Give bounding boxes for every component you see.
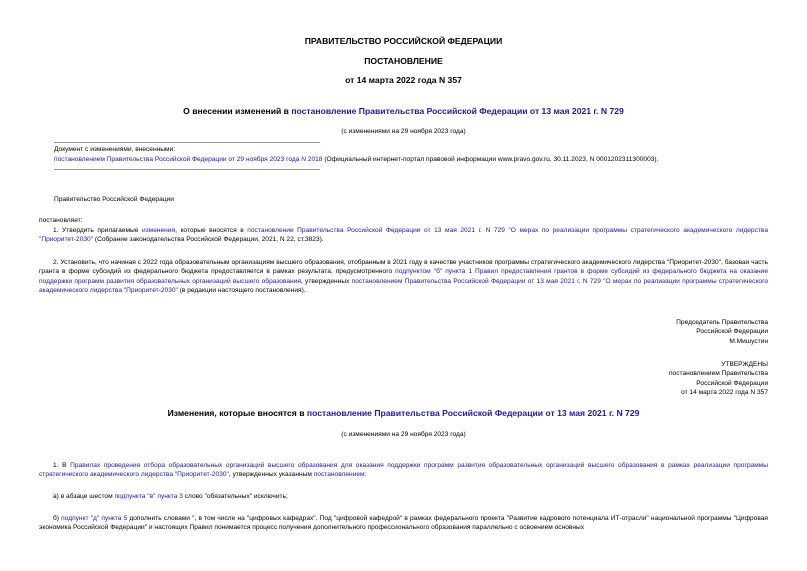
item-a-text-a: а) в абзаце шестом bbox=[53, 493, 115, 500]
signature-name: М.Мишустин bbox=[729, 337, 768, 345]
p2-text-b: , утвержденных bbox=[300, 277, 352, 285]
changes-title bbox=[0, 408, 807, 419]
paragraph-2 bbox=[39, 258, 768, 296]
p2-link-subparagraph[interactable]: подпунктом "б" пункта 1 Правил предоставления грантов в форме субсидий из федерального бюджета на оказание поддержки программ развития образовательных организаций высшего образования bbox=[39, 268, 768, 285]
amendments-top-rule bbox=[54, 142, 320, 143]
amendment-suffix: (Официальный интернет-портал правовой информации www.pravo.gov.ru, 30.11.2023, N 0001202311300003). bbox=[322, 156, 659, 163]
item-a-text-b: слово "обязательных" исключить; bbox=[182, 493, 288, 500]
amendments-label: Документ с изменениями, внесенными: bbox=[54, 146, 176, 153]
changes-edition-note: (с изменениями на 29 ноября 2023 года) bbox=[341, 431, 466, 438]
p1-link-decree[interactable]: постановление Правительства Российской Федерации от 13 мая 2021 г. N 729 "О мерах по реализации программы стратегического академического лидерства "Приоритет-2030" bbox=[39, 227, 769, 244]
p1-text-c: (Собрание законодательства Российской Федерации, 2021, N 22, ст.3823). bbox=[93, 236, 324, 244]
title-prefix: О внесении изменений в bbox=[183, 106, 292, 116]
p2-link-decree[interactable]: постановлением Правительства Российской Федерации от 13 мая 2021 г. N 729 "О мерах по реализации программы стратегического академического лидерства "Приоритет-2030" bbox=[39, 277, 768, 295]
edition-note: (с изменениями на 29 ноября 2023 года) bbox=[341, 128, 466, 135]
approved-block bbox=[468, 360, 768, 398]
p2-text-a: 2. Установить, что начиная с 2022 года образовательным организациям высшего образования, отобранным в 2021 году в качестве участников программы стратегического академического лидерства "Приоритет-2030", базовая часть гранта в форме субсидий из федерального бюджета предоставляется в рамках результата, предусмотренного bbox=[39, 259, 768, 276]
paragraph-1 bbox=[39, 226, 768, 245]
p1-link-changes[interactable]: изменения bbox=[141, 227, 176, 234]
document-date-number: от 14 марта 2022 года N 357 bbox=[345, 75, 462, 85]
item1-text-c: : bbox=[364, 471, 367, 479]
document-title bbox=[0, 106, 807, 117]
decrees-word: постановляет: bbox=[39, 217, 83, 224]
item-b-link[interactable]: подпункт "д" пункта 5 bbox=[61, 515, 128, 522]
changes-title-link[interactable]: постановление Правительства Российской Федерации от 13 мая 2021 г. N 729 bbox=[306, 408, 640, 418]
document-type: ПОСТАНОВЛЕНИЕ bbox=[364, 56, 443, 66]
amendments-entry bbox=[54, 155, 774, 164]
item-b-text-a: б) bbox=[53, 515, 62, 522]
changes-item-a bbox=[53, 492, 768, 501]
signature-position-1: Председатель Правительства bbox=[676, 319, 768, 326]
title-link[interactable]: постановление Правительства Российской Федерации от 13 мая 2021 г. N 729 bbox=[291, 106, 624, 116]
issuer: Правительство Российской Федерации bbox=[54, 196, 174, 203]
signature-position-2: Российской Федерации bbox=[696, 328, 768, 336]
item1-link-rules[interactable]: Правилах проведения отбора образовательных организаций высшего образования для оказания поддержки программ развития образовательных организаций высшего образования в рамках реализации программы стратегического академического лидерства "Приоритет-2030" bbox=[39, 462, 768, 479]
changes-title-prefix: Изменения, которые вносятся в bbox=[167, 408, 307, 418]
amendment-link[interactable]: постановлением Правительства Российской Федерации от 29 ноября 2023 года N 2018 bbox=[54, 156, 323, 163]
approved-line-3: Российской Федерации bbox=[696, 379, 768, 387]
changes-item-b bbox=[39, 514, 768, 533]
government-heading: ПРАВИТЕЛЬСТВО РОССИЙСКОЙ ФЕДЕРАЦИИ bbox=[304, 36, 503, 46]
item-a-link[interactable]: подпункта "в" пункта 3 bbox=[114, 493, 183, 500]
approved-line-1: УТВЕРЖДЕНЫ bbox=[721, 361, 768, 368]
item1-link-decree[interactable]: постановлением bbox=[313, 471, 365, 479]
p2-text-c: (в редакции настоящего постановления). bbox=[177, 287, 306, 295]
changes-item-1 bbox=[39, 461, 768, 480]
amendments-bottom-rule bbox=[54, 169, 320, 170]
item1-text-a: 1. В bbox=[53, 462, 71, 469]
p1-text-a: 1. Утвердить прилагаемые bbox=[53, 227, 142, 234]
approved-line-2: постановлением Правительства bbox=[668, 370, 768, 378]
approved-line-4: от 14 марта 2022 года N 357 bbox=[681, 389, 768, 397]
signature-block bbox=[468, 318, 768, 346]
p1-text-b: , которые вносятся в bbox=[175, 227, 248, 234]
item1-text-b: , утвержденных указанным bbox=[228, 471, 314, 479]
item-b-text-b: дополнить словами ", в том числе на "цифровых кафедрах". Под "цифровой кафедрой" в рамках федерального проекта "Развитие кадрового потенциала ИТ-отрасли" национальной программы "Цифровая экономика Российской Федерации" и настоящих Правил понимается процесс получения дополнительного профессионального образования параллельно с освоением основных bbox=[39, 515, 768, 532]
